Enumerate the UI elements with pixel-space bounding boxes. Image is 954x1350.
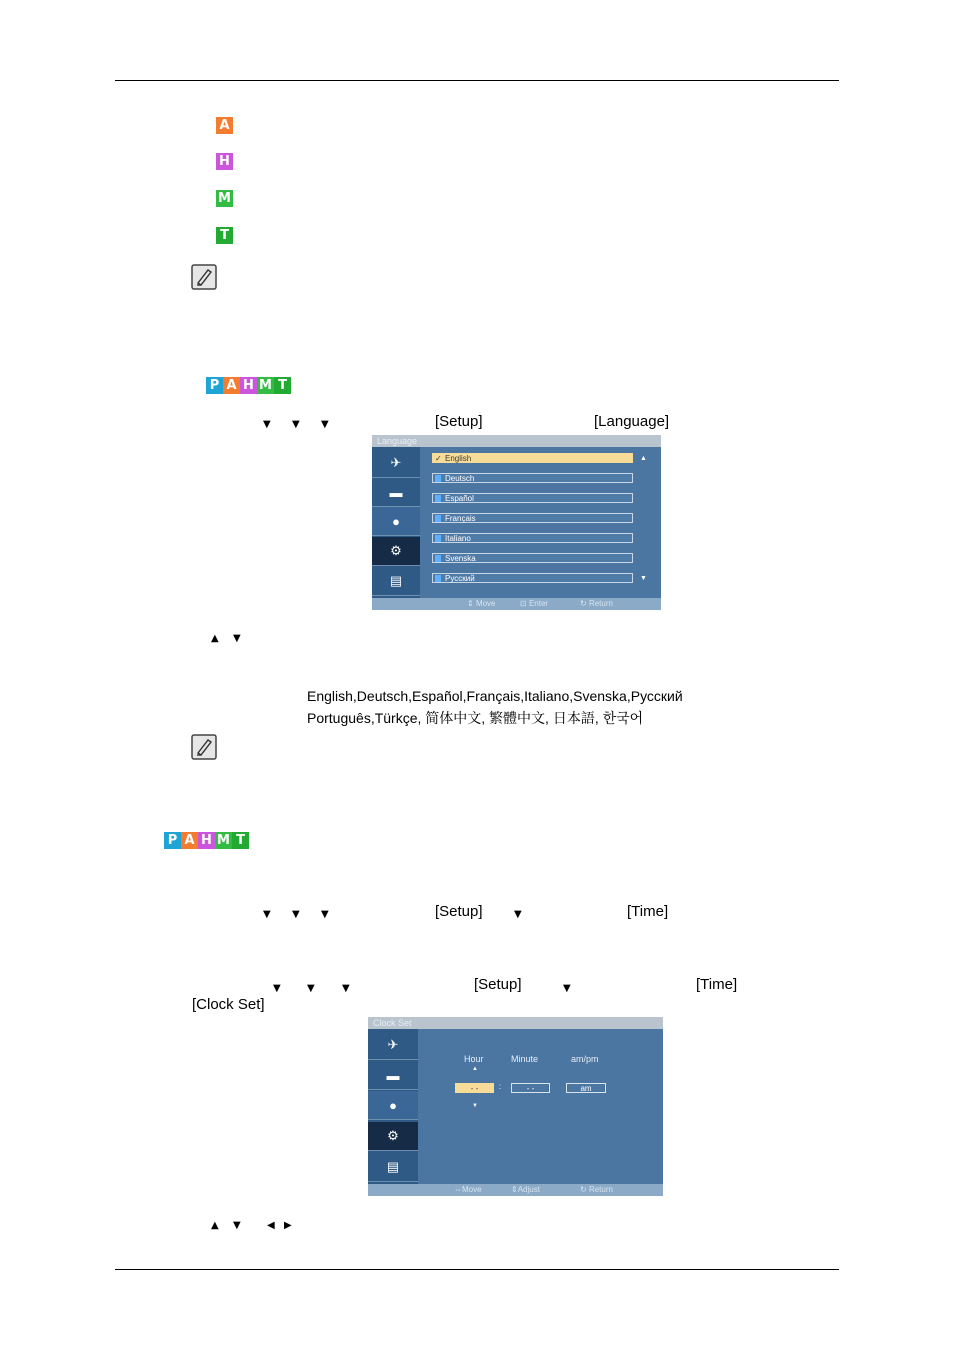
hour-label: Hour <box>464 1054 484 1064</box>
down-arrow-icon: ▼ <box>514 909 522 920</box>
language-list-line1: English,Deutsch,Español,Français,Italiano,Svenska,Русский <box>307 688 683 704</box>
time-separator: : <box>499 1082 502 1091</box>
scroll-up-icon: ▲ <box>640 455 647 462</box>
mode-t-badge: T <box>216 227 233 244</box>
move-hint: ⇕ Move <box>467 599 496 608</box>
sound-icon: ▬ <box>372 478 420 507</box>
adjust-hint: ⇕Adjust <box>511 1185 540 1194</box>
language-item-english: ✓ English <box>432 453 633 463</box>
language-item-russian: Русский <box>432 573 633 583</box>
down-arrow-icon: ▼ <box>321 909 329 920</box>
multi-control-icon: ▤ <box>368 1153 418 1182</box>
language-osd-screenshot <box>372 435 661 610</box>
down-arrow-icon: ▼ <box>342 983 350 994</box>
pahmt-letter: A <box>223 377 240 394</box>
language-item-svenska: Svenska <box>432 553 633 563</box>
ampm-field: am <box>566 1083 606 1093</box>
down-arrow-icon: ▼ <box>292 909 300 920</box>
osd-sidebar <box>372 447 420 598</box>
down-arrow-icon: ▼ <box>563 983 571 994</box>
language-menu-ref: [Language] <box>594 413 670 430</box>
header-rule <box>115 80 839 81</box>
language-item-francais: Français <box>432 513 633 523</box>
picture-icon: ✈ <box>368 1031 418 1060</box>
setup-menu-ref: [Setup] <box>435 903 483 920</box>
language-list-line2: Português,Türkçe, 简体中文, 繁體中文, 日本語, 한국어 <box>307 710 644 726</box>
minute-label: Minute <box>511 1054 539 1064</box>
scroll-down-icon: ▼ <box>640 575 647 582</box>
setup-gear-icon: ⚙ <box>368 1122 418 1151</box>
picture-icon: ✈ <box>372 449 420 478</box>
clock-set-osd-screenshot <box>368 1017 663 1196</box>
pahmt-badge-time <box>164 832 249 849</box>
input-icon: ● <box>368 1091 418 1120</box>
up-arrow-icon: ▲ <box>211 1220 219 1231</box>
language-item-deutsch: Deutsch <box>432 473 633 483</box>
pahmt-letter: P <box>206 377 223 394</box>
sound-icon: ▬ <box>368 1061 418 1090</box>
return-hint: ↻ Return <box>580 1185 613 1194</box>
hour-field: - - <box>455 1083 494 1093</box>
enter-hint: ⊡ Enter <box>520 599 549 608</box>
pahmt-letter: M <box>257 377 274 394</box>
pahmt-letter: M <box>215 832 232 849</box>
setup-menu-ref: [Setup] <box>435 413 483 430</box>
hour-up-icon: ▲ <box>472 1066 478 1072</box>
language-item-espanol: Español <box>432 493 633 503</box>
mode-a-badge: A <box>216 117 233 134</box>
pahmt-badge-language <box>206 377 291 394</box>
minute-field: - - <box>511 1083 550 1093</box>
osd-title: Language <box>372 435 661 447</box>
footer-rule <box>115 1269 839 1270</box>
down-arrow-icon: ▼ <box>307 983 315 994</box>
note-icon <box>191 734 217 760</box>
left-arrow-icon: ◀ <box>267 1220 275 1231</box>
return-hint: ↻ Return <box>580 599 613 608</box>
mode-m-badge: M <box>216 190 233 207</box>
osd-footer <box>368 1184 663 1196</box>
down-arrow-icon: ▼ <box>233 633 241 644</box>
clock-set-menu-ref: [Clock Set] <box>192 996 265 1013</box>
input-icon: ● <box>372 507 420 536</box>
up-arrow-icon: ▲ <box>211 633 219 644</box>
mode-h-badge: H <box>216 153 233 170</box>
down-arrow-icon: ▼ <box>321 419 329 430</box>
pahmt-letter: T <box>274 377 291 394</box>
language-item-italiano: Italiano <box>432 533 633 543</box>
osd-footer <box>372 598 661 610</box>
pahmt-letter: H <box>240 377 257 394</box>
right-arrow-icon: ▶ <box>284 1220 292 1231</box>
hour-down-icon: ▼ <box>472 1103 478 1109</box>
down-arrow-icon: ▼ <box>233 1220 241 1231</box>
setup-gear-icon: ⚙ <box>372 537 420 566</box>
pahmt-letter: A <box>181 832 198 849</box>
time-menu-ref: [Time] <box>627 903 669 920</box>
note-icon <box>191 264 217 290</box>
down-arrow-icon: ▼ <box>292 419 300 430</box>
down-arrow-icon: ▼ <box>273 983 281 994</box>
multi-control-icon: ▤ <box>372 567 420 596</box>
pahmt-letter: T <box>232 832 249 849</box>
ampm-label: am/pm <box>571 1054 599 1064</box>
osd-title: Clock Set <box>368 1017 663 1029</box>
setup-menu-ref: [Setup] <box>474 976 522 993</box>
down-arrow-icon: ▼ <box>263 419 271 430</box>
pahmt-letter: P <box>164 832 181 849</box>
move-hint: ⇔Move <box>454 1185 482 1194</box>
down-arrow-icon: ▼ <box>263 909 271 920</box>
pahmt-letter: H <box>198 832 215 849</box>
osd-sidebar <box>368 1029 418 1184</box>
time-menu-ref: [Time] <box>696 976 738 993</box>
